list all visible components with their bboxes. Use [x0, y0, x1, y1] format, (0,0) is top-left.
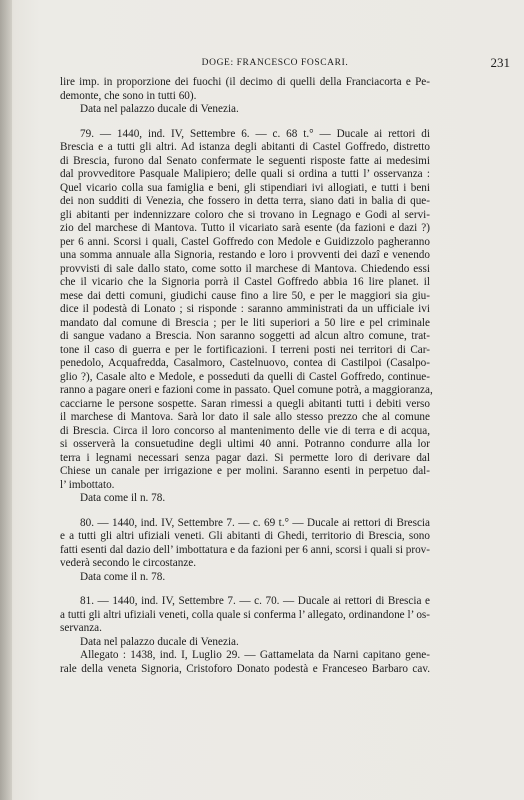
text-line: Chiese un canale per irrigazione e per molini. Saranno esenti in perpetuo dal- [60, 465, 430, 477]
text-line: demonte, che sono in tutti 60). [60, 89, 197, 102]
text-line: Quel vicario colla sua famiglia e beni, gli stipendiari ivi allogiati, e tutti i beni [60, 181, 430, 194]
text-line: per 6 anni. Scorsi i quali, Castel Goffredo con Medole e Guidizzolo pagheranno [60, 235, 430, 248]
text-line: provvisti di sale dallo stato, come sotto il marchese di Mantova. Chiedendo essi [60, 262, 430, 275]
text-line: Allegato : 1438, ind. I, Luglio 29. — Gattamelata da Narni capitano gene- [80, 649, 430, 661]
text-line: gli abitanti per indennizzare coloro che si trovano in Legnago e Godi al servi- [60, 208, 430, 221]
text-line: rale della veneta Signoria, Cristoforo Donato podestà e Franceseo Barbaro cav. [60, 662, 430, 675]
text-line: e a tutti gli altri ufiziali veneti. Gli abitanti di Ghedi, territorio di Brescia, sono [60, 530, 430, 542]
text-line: Data come il n. 78. [80, 570, 166, 583]
running-head: DOGE: FRANCESCO FOSCARI. [201, 58, 349, 68]
text-line: l’ imbottato. [60, 478, 115, 491]
text-line: cacciarne le persone sospette. Saran rimessi a quegli abitanti tutti i debiti verso [60, 397, 430, 410]
page-body [60, 76, 433, 676]
text-line: di Brescia, furono dal Senato confermate le seguenti risposte fatte ai medesimi [60, 154, 430, 167]
text-line: di Brescia. Circa il loro concorso al mantenimento delle vie di terra e di acqua, [60, 424, 430, 437]
text-line: servanza. [60, 622, 102, 634]
text-line: Data nel palazzo ducale di Venezia. [80, 635, 239, 648]
text-line: Data come il n. 78. [80, 492, 166, 504]
text-line: terra i legnami necessari senza pagar dazi. Si permette loro di derivare dal [60, 451, 430, 464]
paragraph-gap [60, 584, 430, 595]
text-line: una somma annuale alla Signoria, restando e loro i provventi dei dazî e venendo [60, 249, 430, 261]
page-header [40, 55, 510, 75]
text-line: vederà secondo le circostanze. [60, 557, 197, 569]
text-line: lire imp. in proporzione dei fuochi (il decimo di quelli della Franciacorta e Pe- [60, 76, 430, 88]
text-line: 79. — 1440, ind. IV, Settembre 6. — c. 68 t.° — Ducale ai rettori di [80, 127, 430, 140]
paragraph-p80 [60, 517, 430, 585]
text-line: glio ?), Casale alto e Medole, e posseduti da quelli di Castel Goffredo, continue- [60, 370, 430, 383]
text-line: mese dai detti comuni, giudichi cause fino a lire 50, e per le maggiori sia giu- [60, 289, 430, 302]
text-line: ranno a pagare oneri e fazioni come in passato. Quel comune potrà, a maggioranza, [60, 384, 433, 396]
text-line: dice il podestà di Lonato ; si risponde : saranno amministrati da un ufficiale ivi [60, 303, 430, 315]
text-line: di sangue vadano a Brescia. Non saranno soggetti ad alcun altro comune, trat- [60, 330, 430, 342]
paragraph-p81 [60, 595, 430, 676]
text-line: si osserverà la consuetudine degli ultimi 40 anni. Potranno condurre alla lor [60, 438, 430, 450]
text-line: mandato dal comune di Brescia ; per le liti superiori a 50 lire e pel criminale [60, 316, 430, 329]
text-line: dei non sudditi di Venezia, che fossero in detta terra, siano dati in balia di que- [60, 195, 430, 207]
text-line: che il vicario che la Signoria porrà il Castel Goffredo abbia 16 lire planet. il [60, 276, 430, 288]
text-line: tone il caso di guerra e per le fortificazioni. I terreni posti nei territori di Car- [60, 343, 430, 356]
text-line: il marchese di Mantova. Sarà lor dato il sale allo stesso prezzo che al comune [60, 411, 430, 423]
page-binding-edge [0, 0, 12, 800]
paragraph-gap [60, 506, 430, 517]
paragraph-p79 [60, 127, 433, 506]
text-line: Data nel palazzo ducale di Venezia. [80, 103, 239, 115]
page-number: 231 [490, 55, 510, 70]
text-line: fatti esenti dal dazio dell’ imbottatura e da fazioni per 6 anni, scorsi i quali si prov- [60, 543, 430, 556]
text-line: zio del marchese di Mantova. Tutto il vicariato sarà esente (da fazioni e dazi ?) [60, 222, 430, 234]
text-line: a tutti gli altri ufiziali veneti, colla quale si conferma l’ allegato, ordinandone l’ os- [60, 608, 430, 621]
text-line: penedolo, Acquafredda, Casalmoro, Castelnuovo, contea di Castilpoi (Casalpo- [60, 357, 430, 369]
paragraph-p0 [60, 76, 430, 117]
paragraph-gap [60, 117, 430, 128]
text-line: 80. — 1440, ind. IV, Settembre 7. — c. 69 t.° — Ducale ai rettori di Brescia [80, 516, 430, 529]
text-line: 81. — 1440, ind. IV, Settembre 7. — c. 70. — Ducale ai rettori di Brescia e [80, 595, 430, 607]
text-line: Brescia e a tutti gli altri. Ad istanza degli abitanti di Castel Goffredo, distretto [60, 141, 430, 153]
text-line: dal provveditore Pasquale Malipiero; delle quali si ordina a tutti l’ osservanza : [60, 168, 430, 180]
